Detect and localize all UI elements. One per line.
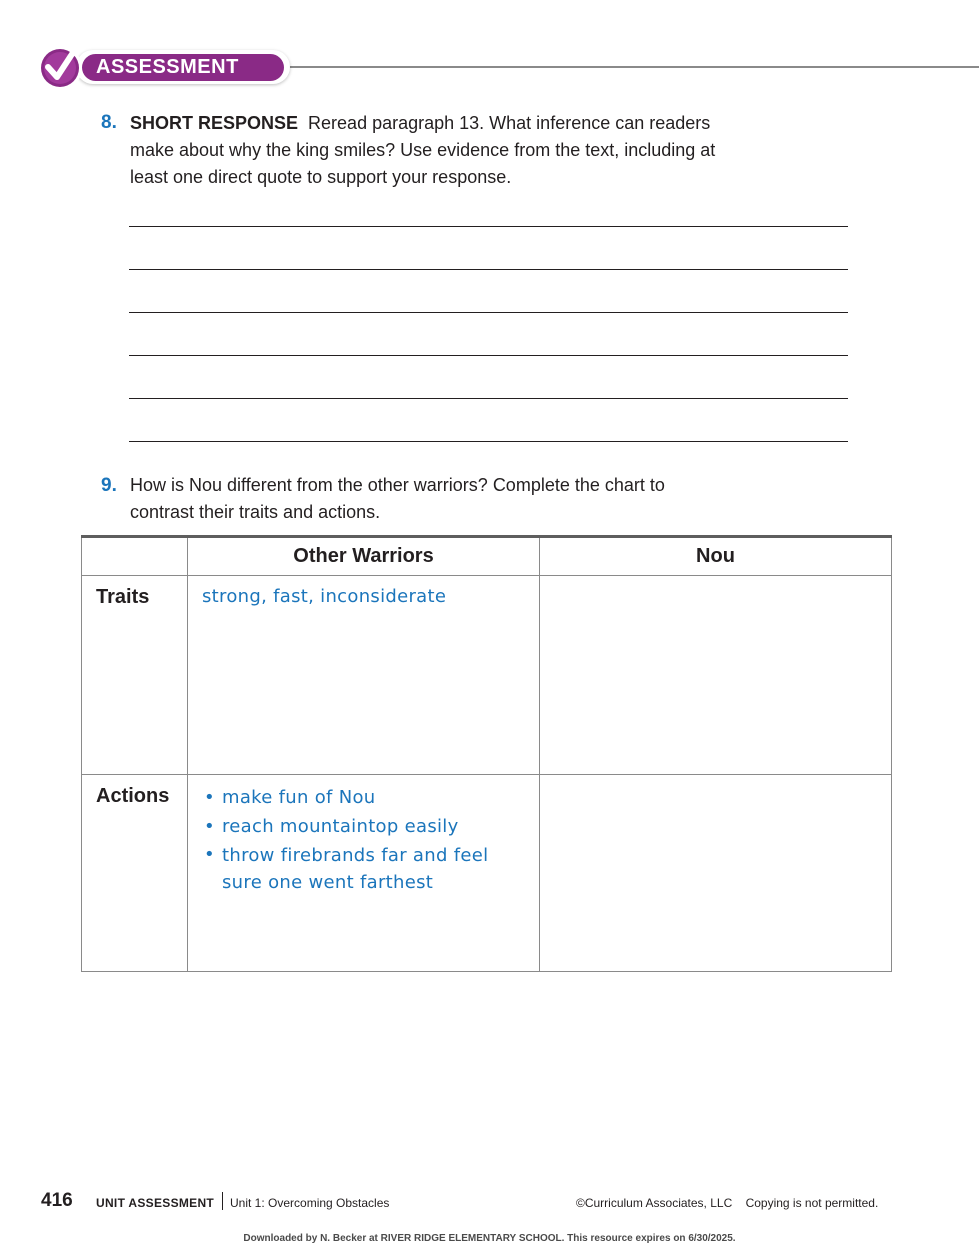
question-8-number: 8.: [101, 112, 117, 133]
list-item: • make fun of Nou: [202, 783, 539, 812]
assessment-badge: [36, 42, 256, 92]
answer-line[interactable]: [129, 269, 848, 270]
chart-header-row: [82, 537, 892, 576]
chart-header-other-warriors: Other Warriors: [188, 537, 540, 576]
footer-divider: [222, 1192, 223, 1210]
answer-line[interactable]: [129, 355, 848, 356]
chart-header-empty: [82, 537, 188, 576]
actions-nou-cell[interactable]: [540, 775, 892, 972]
question-9-prompt: [130, 472, 770, 526]
footer-section-label: UNIT ASSESSMENT: [96, 1196, 215, 1210]
answer-line[interactable]: [129, 398, 848, 399]
short-response-label: SHORT RESPONSE: [130, 113, 299, 133]
question-9-line1: How is Nou different from the other warriors? Complete the chart to: [130, 475, 665, 495]
checkmark-icon: [36, 42, 86, 92]
list-item: • throw firebrands far and feel sure one went farthest: [202, 841, 522, 896]
question-8-prompt: [130, 110, 770, 191]
badge-label: ASSESSMENT: [82, 54, 284, 81]
answer-line[interactable]: [129, 312, 848, 313]
chart-header-nou: Nou: [540, 537, 892, 576]
question-9-line2: contrast their traits and actions.: [130, 502, 381, 522]
page-number: 416: [41, 1190, 73, 1211]
footer-copyright: ©Curriculum Associates, LLC Copying is not permitted.: [576, 1196, 879, 1210]
question-8-line2: make about why the king smiles? Use evidence from the text, including at: [130, 140, 716, 160]
question-8-line1: Reread paragraph 13. What inference can readers: [308, 113, 711, 133]
chart-row-traits: [82, 576, 892, 775]
actions-list: [202, 783, 539, 896]
traits-nou-cell[interactable]: [540, 576, 892, 775]
header-rule: [240, 66, 979, 68]
footer-unit-title: Unit 1: Overcoming Obstacles: [230, 1196, 390, 1210]
row-label-actions: Actions: [82, 775, 188, 972]
traits-other-warriors-text: strong, fast, inconsiderate: [202, 586, 447, 607]
actions-other-warriors-cell[interactable]: [188, 775, 540, 972]
question-8-line3: least one direct quote to support your response.: [130, 167, 512, 187]
download-note: Downloaded by N. Becker at RIVER RIDGE ELEMENTARY SCHOOL. This resource expires on 6/30/2025.: [243, 1233, 736, 1244]
list-item: • reach mountaintop easily: [202, 812, 539, 841]
traits-other-warriors-cell[interactable]: [188, 576, 540, 775]
answer-line[interactable]: [129, 441, 848, 442]
row-label-traits: Traits: [82, 576, 188, 775]
question-9-number: 9.: [101, 475, 117, 496]
answer-line[interactable]: [129, 226, 848, 227]
contrast-chart: [81, 535, 892, 972]
chart-row-actions: [82, 775, 892, 972]
